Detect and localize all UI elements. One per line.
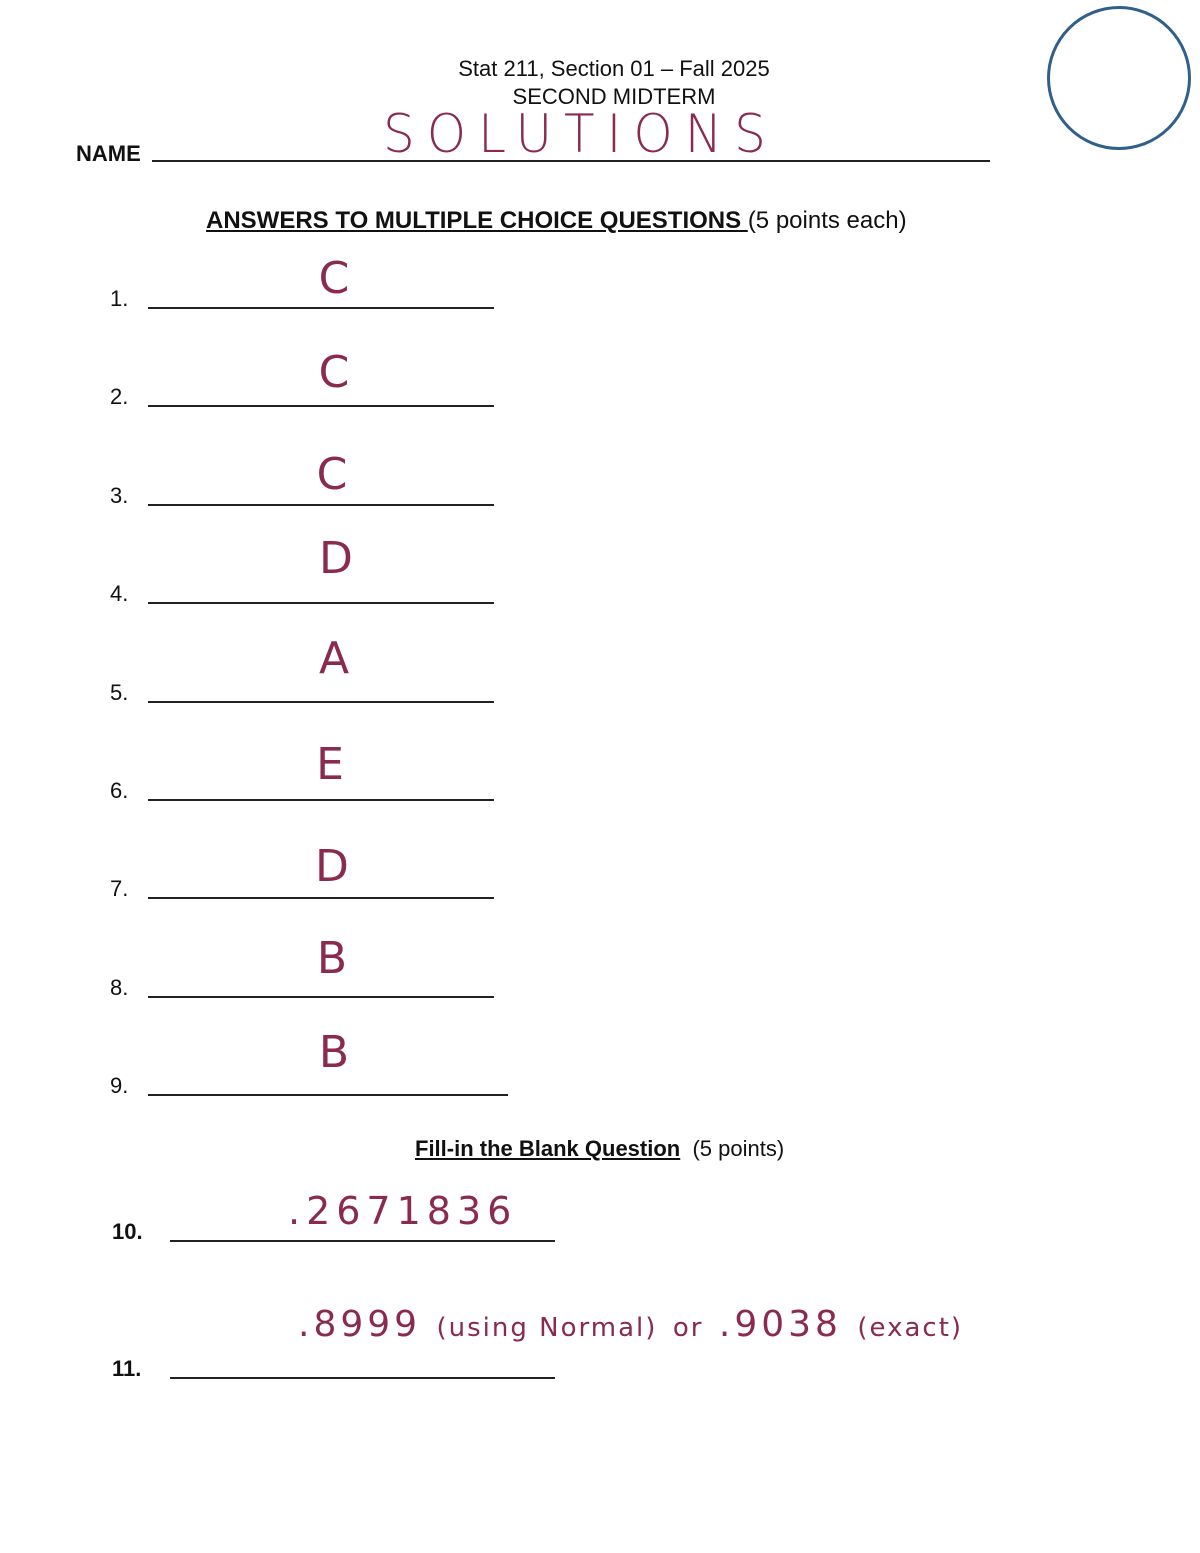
- answer-value: .2671836: [288, 1189, 518, 1233]
- multiple-choice-heading: [206, 206, 907, 236]
- question-number: 1.: [110, 286, 129, 311]
- multiple-choice-title: ANSWERS TO MULTIPLE CHOICE QUESTIONS: [206, 207, 748, 234]
- name-label: NAME: [76, 141, 141, 166]
- answer-line: [148, 897, 494, 899]
- question-number: 6.: [110, 778, 129, 803]
- answer-main: .8999: [298, 1304, 422, 1345]
- exam-title: SECOND MIDTERM: [512, 84, 716, 109]
- name-value: SOLUTIONS: [383, 103, 778, 165]
- answer-line: [148, 504, 494, 506]
- answer-line: [148, 602, 494, 604]
- answer-value: B: [316, 933, 348, 984]
- answer-line: [148, 1094, 508, 1096]
- answer-line: [170, 1377, 555, 1379]
- multiple-choice-points: (5 points each): [747, 207, 907, 234]
- answer-line: [170, 1240, 555, 1242]
- question-number: 8.: [110, 975, 129, 1000]
- answer-value: C: [316, 449, 348, 500]
- question-number: 2.: [110, 384, 129, 409]
- answer-alt-note: (exact): [857, 1313, 964, 1343]
- answer-alt: .9038: [718, 1304, 842, 1345]
- score-circle: [1047, 6, 1191, 150]
- answer-line: [148, 405, 494, 407]
- fill-in-points: (5 points): [692, 1136, 785, 1161]
- answer-value: C: [318, 347, 350, 398]
- question-number: 4.: [110, 581, 129, 606]
- answer-value: D: [315, 841, 349, 892]
- answer-value: C: [318, 253, 350, 304]
- answer-connector: or: [672, 1313, 704, 1343]
- question-number: 10.: [112, 1219, 143, 1244]
- answer-value: [298, 1302, 963, 1351]
- answer-line: [148, 996, 494, 998]
- question-number: 7.: [110, 876, 129, 901]
- answer-line: [148, 307, 494, 309]
- answer-value: A: [318, 633, 350, 684]
- answer-value: E: [316, 739, 344, 790]
- fill-in-heading: [415, 1135, 784, 1163]
- question-number: 5.: [110, 680, 129, 705]
- answer-line: [148, 701, 494, 703]
- question-number: 9.: [110, 1073, 129, 1098]
- course-title: Stat 211, Section 01 – Fall 2025: [458, 56, 770, 81]
- answer-line: [148, 799, 494, 801]
- question-number: 3.: [110, 483, 129, 508]
- question-number: 11.: [112, 1356, 142, 1381]
- fill-in-title: Fill-in the Blank Question: [415, 1136, 681, 1161]
- answer-note: (using Normal): [436, 1313, 658, 1343]
- answer-value: B: [318, 1027, 350, 1078]
- answer-value: D: [319, 533, 353, 584]
